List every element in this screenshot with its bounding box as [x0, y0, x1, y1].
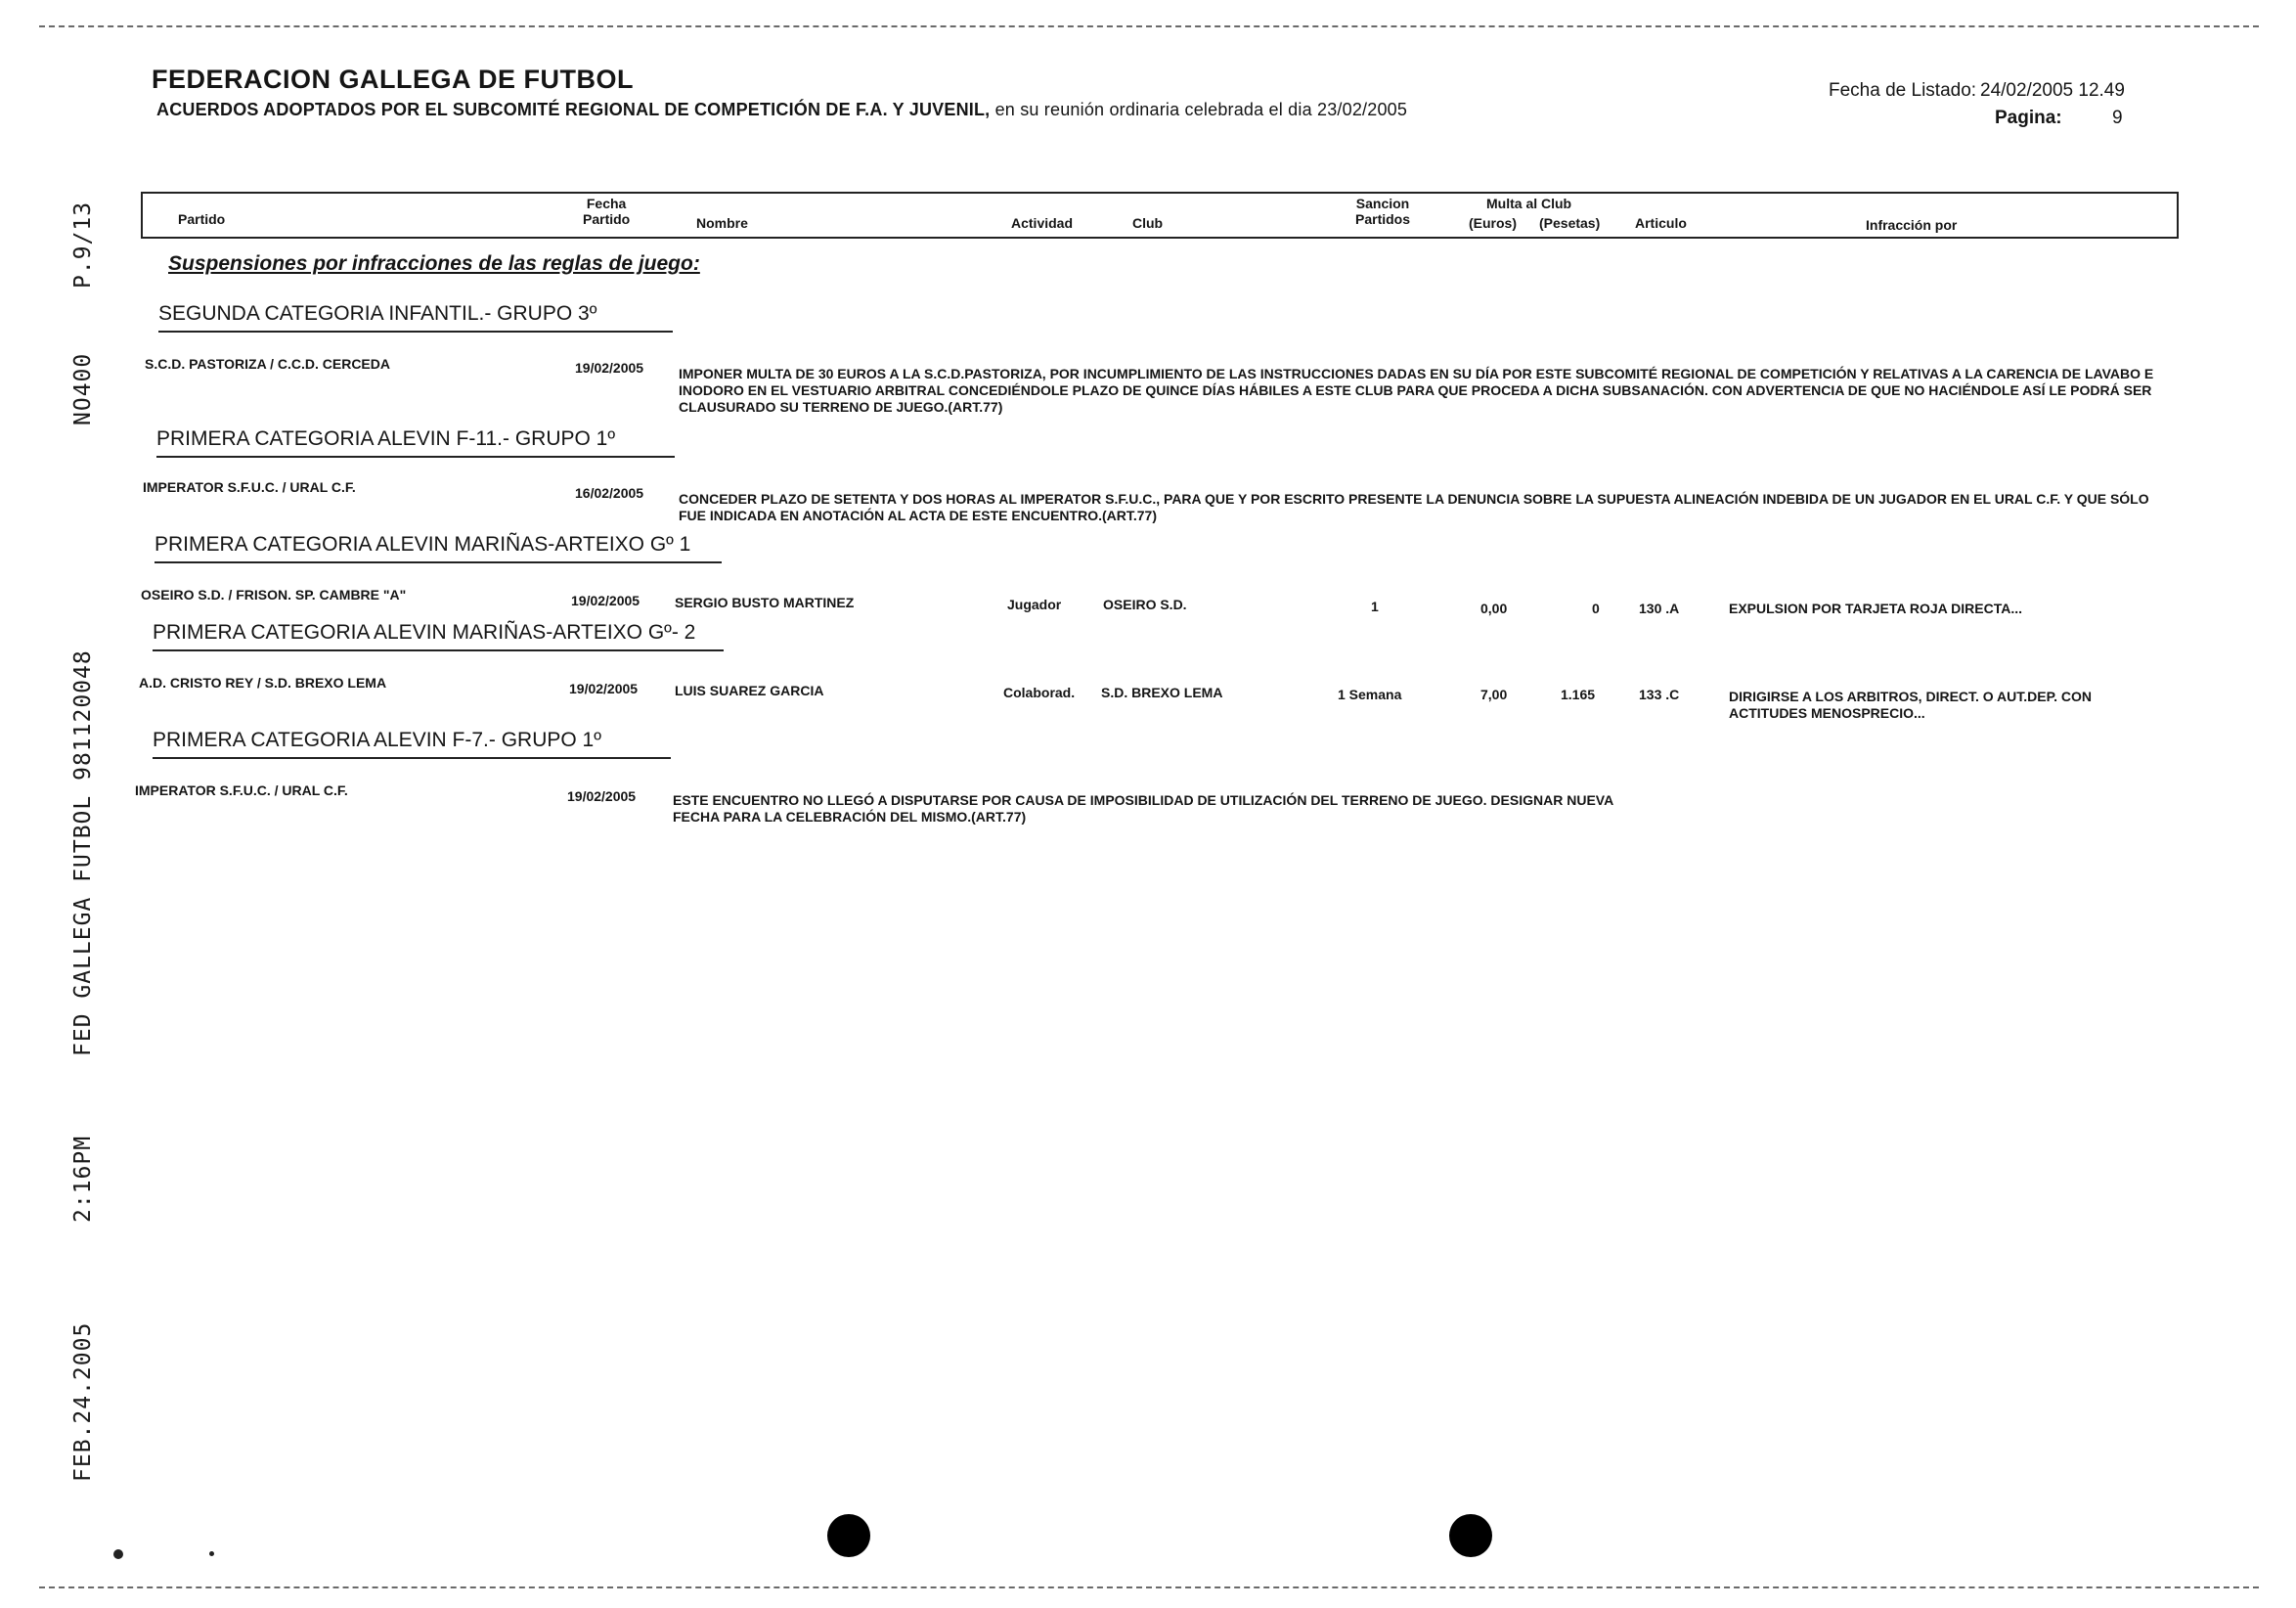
col-fecha-partido: Fecha Partido — [583, 196, 631, 227]
category-heading: PRIMERA CATEGORIA ALEVIN MARIÑAS-ARTEIXO Gº 1 — [155, 532, 722, 563]
fine-euros: 7,00 — [1480, 687, 1508, 702]
sanction-matches: 1 Semana — [1338, 687, 1402, 702]
listing-date-value: 24/02/2005 12.49 — [1980, 80, 2125, 101]
infraction: EXPULSION POR TARJETA ROJA DIRECTA... — [1729, 601, 2022, 616]
match-date: 19/02/2005 — [569, 681, 639, 696]
column-header-box — [141, 192, 2179, 239]
fine-euros: 0,00 — [1480, 601, 1508, 616]
col-multa-club: Multa al Club — [1486, 196, 1572, 211]
scan-speck — [113, 1549, 123, 1559]
subtitle-bold: ACUERDOS ADOPTADOS POR EL SUBCOMITÉ REGIONAL DE COMPETICIÓN DE F.A. Y JUVENIL, — [156, 100, 991, 119]
fax-date: FEB.24.2005 — [70, 1321, 96, 1482]
resolution-text: ESTE ENCUENTRO NO LLEGÓ A DISPUTARSE POR CAUSA DE IMPOSIBILIDAD DE UTILIZACIÓN DEL TERRENO DE JUEGO. DESIGNAR NUEVA FECHA PARA LA CELEBRACIÓN DEL MISMO.(ART.77) — [673, 792, 1613, 825]
col-club: Club — [1132, 215, 1164, 231]
person-activity: Colaborad. — [1003, 685, 1076, 700]
resolution-text: IMPONER MULTA DE 30 EUROS A LA S.C.D.PASTORIZA, POR INCUMPLIMIENTO DE LAS INSTRUCCIONES DADAS EN SU DÍA POR ESTE SUBCOMITÉ REGIONAL DE COMPETICIÓN Y RELATIVAS A LA CARENCIA DE LAVABO E INODORO EN EL VESTUARIO ARBITRAL CONCEDIÉNDOLE PLAZO DE QUINCE DÍAS HÁBILES A ESTE CLUB PARA QUE PROCEDA A DICHA SUBSANACIÓN. CON ADVERTENCIA DE QUE NO HACIÉNDOLE ASÍ LE PODRÁ SER CLAUSURADO SU TERRENO DE JUEGO.(ART.77) — [679, 366, 2154, 415]
page-number: 9 — [2112, 108, 2123, 128]
col-infraccion-por: Infracción por — [1866, 217, 1958, 233]
fax-number: NO400 — [70, 352, 96, 425]
person-name: SERGIO BUSTO MARTINEZ — [675, 595, 855, 610]
infraction: DIRIGIRSE A LOS ARBITROS, DIRECT. O AUT.DEP. CON ACTITUDES MENOSPRECIO... — [1729, 689, 2093, 721]
person-club: OSEIRO S.D. — [1103, 597, 1187, 612]
document-subtitle — [156, 100, 1407, 120]
fax-transmission-margin — [70, 181, 100, 1482]
person-name: LUIS SUAREZ GARCIA — [675, 683, 824, 698]
fine-pesetas: 0 — [1592, 601, 1600, 616]
article: 130 .A — [1639, 601, 1680, 616]
match-teams: IMPERATOR S.F.U.C. / URAL C.F. — [143, 479, 356, 495]
col-articulo: Articulo — [1635, 215, 1687, 231]
category-heading: SEGUNDA CATEGORIA INFANTIL.- GRUPO 3º — [158, 301, 673, 333]
match-teams: A.D. CRISTO REY / S.D. BREXO LEMA — [139, 675, 387, 691]
fine-pesetas: 1.165 — [1561, 687, 1596, 702]
match-date: 19/02/2005 — [575, 360, 644, 376]
fax-page: P.9/13 — [70, 201, 96, 289]
page-label: Pagina: — [1995, 108, 2062, 128]
section-heading: Suspensiones por infracciones de las reglas de juego: — [168, 252, 700, 275]
person-activity: Jugador — [1007, 597, 1062, 612]
match-date: 19/02/2005 — [567, 788, 637, 804]
col-euros: (Euros) — [1469, 215, 1517, 231]
match-date: 16/02/2005 — [575, 485, 644, 501]
category-heading: PRIMERA CATEGORIA ALEVIN MARIÑAS-ARTEIXO Gº- 2 — [153, 620, 724, 651]
scan-bottom-edge — [39, 1586, 2259, 1588]
category-heading: PRIMERA CATEGORIA ALEVIN F-11.- GRUPO 1º — [156, 426, 675, 458]
col-partido: Partido — [178, 211, 226, 227]
scan-speck — [209, 1551, 214, 1556]
match-teams: S.C.D. PASTORIZA / C.C.D. CERCEDA — [145, 356, 390, 372]
punch-hole-right — [1449, 1514, 1492, 1557]
category-heading: PRIMERA CATEGORIA ALEVIN F-7.- GRUPO 1º — [153, 728, 671, 759]
col-sancion-partidos: Sancion Partidos — [1355, 196, 1411, 227]
punch-hole-left — [827, 1514, 870, 1557]
organization-title: FEDERACION GALLEGA DE FUTBOL — [152, 65, 634, 94]
resolution-text: CONCEDER PLAZO DE SETENTA Y DOS HORAS AL IMPERATOR S.F.U.C., PARA QUE Y POR ESCRITO PRESENTE LA DENUNCIA SOBRE LA SUPUESTA ALINEACIÓN INDEBIDA DE UN JUGADOR EN EL URAL C.F. Y QUE SÓLO FUE INDICADA EN ANOTACIÓN AL ACTA DE ESTE ENCUENTRO.(ART.77) — [679, 491, 2149, 523]
col-actividad: Actividad — [1011, 215, 1074, 231]
article: 133 .C — [1639, 687, 1680, 702]
match-teams: OSEIRO S.D. / FRISON. SP. CAMBRE "A" — [141, 587, 407, 603]
match-teams: IMPERATOR S.F.U.C. / URAL C.F. — [135, 782, 348, 798]
fax-sender: FED GALLEGA FUTBOL 981120048 — [70, 649, 96, 1056]
person-club: S.D. BREXO LEMA — [1101, 685, 1223, 700]
fax-time: 2:16PM — [70, 1135, 96, 1223]
subtitle-meeting: en su reunión ordinaria celebrada el dia 23/02/2005 — [994, 100, 1408, 119]
sanction-matches: 1 — [1371, 599, 1379, 614]
col-pesetas: (Pesetas) — [1539, 215, 1601, 231]
match-date: 19/02/2005 — [571, 593, 640, 608]
scan-top-edge — [39, 25, 2259, 27]
listing-date-label: Fecha de Listado: — [1829, 80, 1977, 101]
col-nombre: Nombre — [696, 215, 748, 231]
